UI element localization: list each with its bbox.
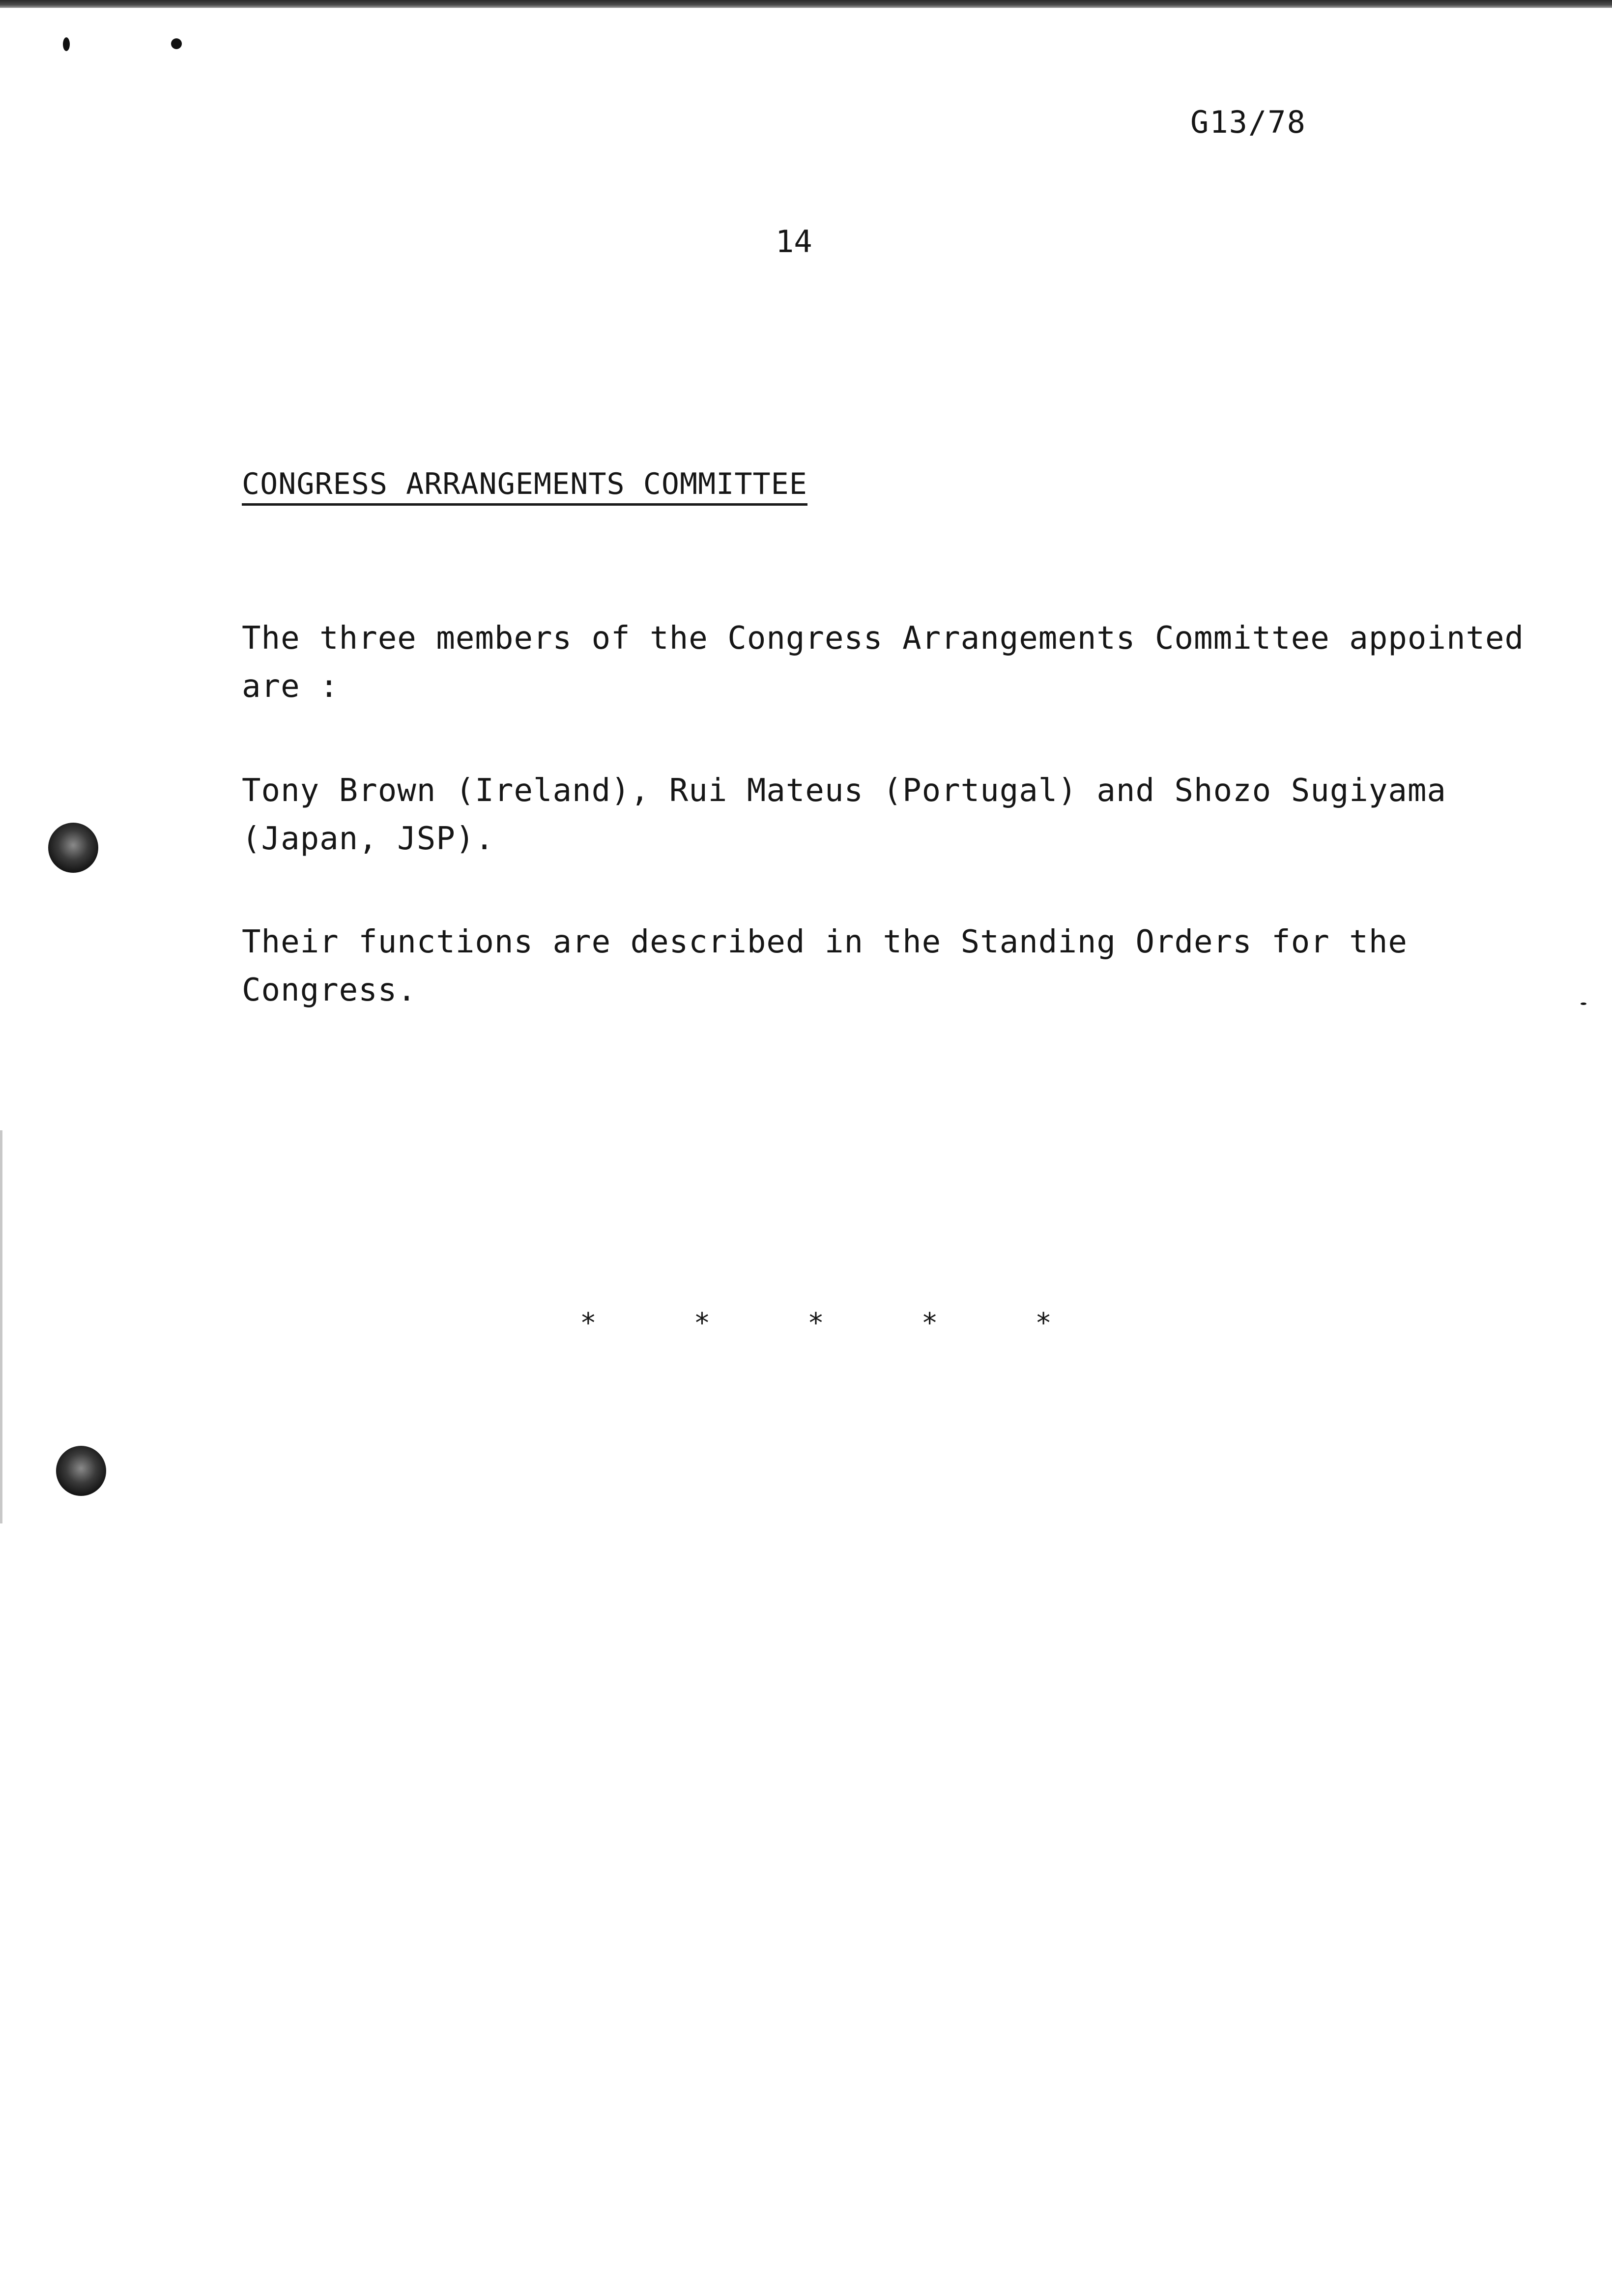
scan-speck xyxy=(63,37,70,51)
document-reference: G13/78 xyxy=(1190,104,1306,140)
scan-left-edge xyxy=(0,1130,2,1523)
paragraph-members: The three members of the Congress Arrangements Committee appointed are : xyxy=(242,620,1525,705)
punch-hole-icon xyxy=(56,1446,106,1496)
paragraph-names: Tony Brown (Ireland), Rui Mateus (Portugal) and Shozo Sugiyama (Japan, JSP). xyxy=(242,773,1446,857)
separator-star: * xyxy=(580,1307,597,1339)
scan-speck xyxy=(171,38,182,49)
paragraph-functions: Their functions are described in the Standing Orders for the Congress. xyxy=(242,924,1408,1008)
section-heading: CONGRESS ARRANGEMENTS COMMITTEE xyxy=(242,467,807,506)
page-number: 14 xyxy=(776,224,812,259)
punch-hole-icon xyxy=(48,823,98,873)
separator-star: * xyxy=(693,1307,711,1339)
separator-star: * xyxy=(807,1307,824,1339)
scan-top-edge xyxy=(0,0,1612,8)
separator-star: * xyxy=(921,1307,938,1339)
section-separator xyxy=(580,1307,1052,1339)
separator-star: * xyxy=(1035,1307,1052,1339)
